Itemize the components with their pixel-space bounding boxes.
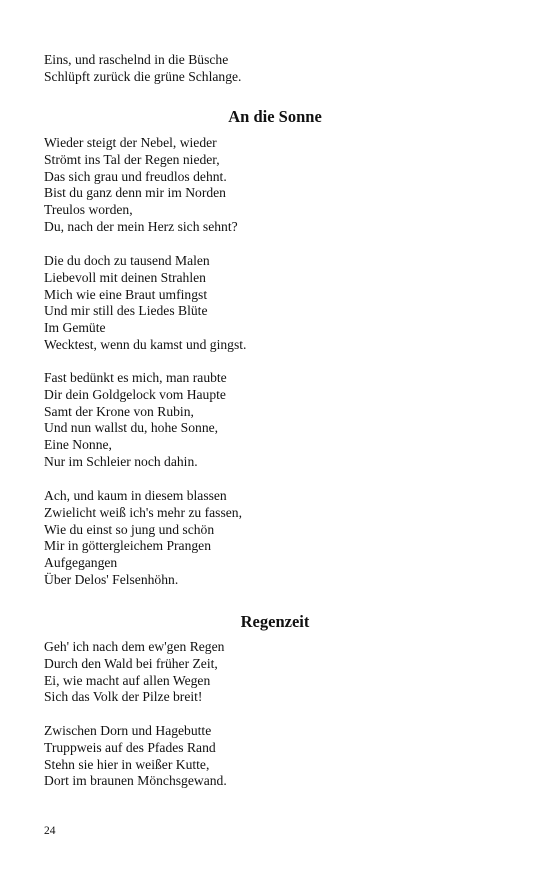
- verse-line: Dir dein Goldgelock vom Haupte: [44, 386, 226, 402]
- stanza-sonne-3: [44, 370, 514, 471]
- stanza-sonne-4: [44, 488, 514, 589]
- verse-line: Mich wie eine Braut umfingst: [44, 286, 208, 302]
- verse-line: Eine Nonne,: [44, 437, 112, 453]
- verse-line: Du, nach der mein Herz sich sehnt?: [44, 218, 238, 234]
- verse-line: Wecktest, wenn du kamst und gingst.: [44, 336, 247, 352]
- verse-line: Wieder steigt der Nebel, wieder: [44, 135, 217, 150]
- stanza-regenzeit-2: [44, 723, 514, 790]
- verse-line: Mir in göttergleichem Prangen: [44, 538, 211, 554]
- verse-line: Dort im braunen Mönchsgewand.: [44, 773, 227, 789]
- verse-line: Bist du ganz denn mir im Norden: [44, 185, 226, 201]
- verse-line: Samt der Krone von Rubin,: [44, 403, 194, 419]
- stanza-regenzeit-1: [44, 639, 514, 706]
- verse-line: Geh' ich nach dem ew'gen Regen: [44, 639, 225, 654]
- verse-line: Die du doch zu tausend Malen: [44, 253, 210, 268]
- verse-line: Das sich grau und freudlos dehnt.: [44, 168, 227, 184]
- verse-line: Zwischen Dorn und Hagebutte: [44, 723, 212, 738]
- verse-line: Nur im Schleier noch dahin.: [44, 453, 198, 469]
- verse-line: Fast bedünkt es mich, man raubte: [44, 370, 227, 385]
- poem-title-sonne: An die Sonne: [228, 107, 322, 126]
- verse-line: Strömt ins Tal der Regen nieder,: [44, 151, 220, 167]
- verse-line: Liebevoll mit deinen Strahlen: [44, 269, 206, 285]
- verse-line: Und nun wallst du, hohe Sonne,: [44, 420, 219, 436]
- verse-line: Schlüpft zurück die grüne Schlange.: [44, 68, 242, 84]
- verse-line: Im Gemüte: [44, 320, 106, 336]
- verse-line: Ach, und kaum in diesem blassen: [44, 488, 227, 503]
- verse-line: Zwielicht weiß ich's mehr zu fassen,: [44, 504, 242, 520]
- stanza-sonne-2: [44, 253, 514, 354]
- opening-fragment: [44, 52, 514, 86]
- verse-line: Aufgegangen: [44, 555, 118, 571]
- verse-line: Stehn sie hier in weißer Kutte,: [44, 756, 210, 772]
- page-number: 24: [44, 825, 56, 837]
- verse-line: Truppweis auf des Pfades Rand: [44, 739, 216, 755]
- verse-line: Und mir still des Liedes Blüte: [44, 303, 208, 319]
- verse-line: Ei, wie macht auf allen Wegen: [44, 672, 211, 688]
- verse-line: Durch den Wald bei früher Zeit,: [44, 655, 218, 671]
- stanza-sonne-1: [44, 135, 514, 236]
- poem-title-regenzeit: Regenzeit: [240, 612, 310, 631]
- verse-line: Eins, und raschelnd in die Büsche: [44, 52, 229, 67]
- verse-line: Wie du einst so jung und schön: [44, 521, 215, 537]
- verse-line: Treulos worden,: [44, 202, 133, 218]
- verse-line: Sich das Volk der Pilze breit!: [44, 689, 203, 705]
- verse-line: Über Delos' Felsenhöhn.: [44, 571, 179, 587]
